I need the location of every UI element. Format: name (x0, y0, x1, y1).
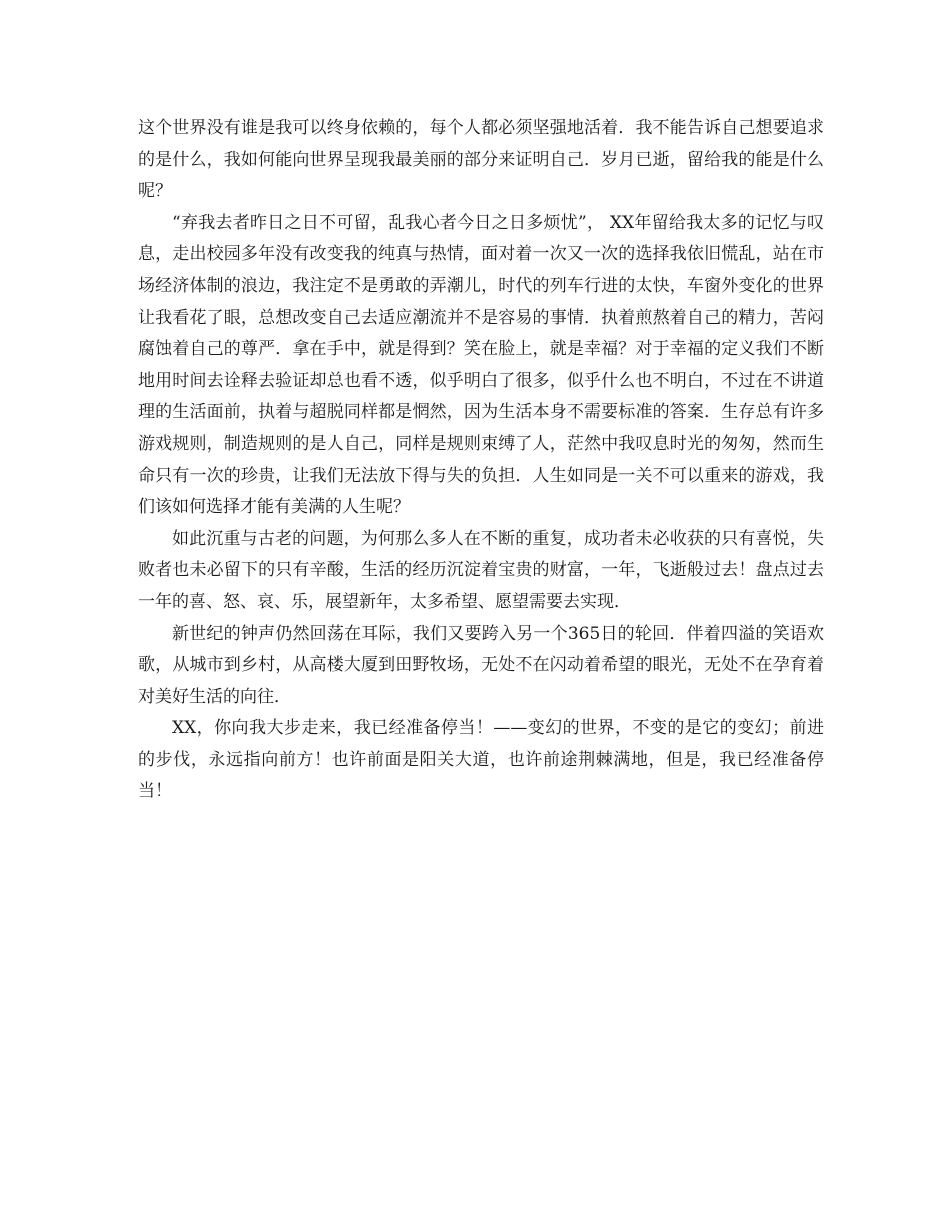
paragraph-1: 这个世界没有谁是我可以终身依赖的，每个人都必须坚强地活着．我不能告诉自己想要追求的是什么，我如何能向世界呈现我最美丽的部分来证明自己．岁月已逝，留给我的能是什么呢？ (138, 118, 824, 202)
paragraph-2: “弃我去者昨日之日不可留，乱我心者今日之日多烦忧”， XX年留给我太多的记忆与叹息，走出校园多年没有改变我的纯真与热情，面对着一次又一次的选择我依旧慌乱，站在市场经济体制的浪边，我注定不是勇敢的弄潮儿，时代的列车行进的太快，车窗外变化的世界让我看花了眼，总想改变自己去适应潮流并不是容易的事情．执着煎熬着自己的精力，苦闷腐蚀着自己的尊严．拿在手中，就是得到？笑在脸上，就是幸福？对于幸福的定义我们不断地用时间去诠释去验证却总也看不透，似乎明白了很多，似乎什么也不明白，不过在不讲道理的生活面前，执着与超脱同样都是惘然，因为生活本身不需要标准的答案．生存总有许多游戏规则，制造规则的是人自己，同样是规则束缚了人，茫然中我叹息时光的匆匆，然而生命只有一次的珍贵，让我们无法放下得与失的负担．人生如同是一关不可以重来的游戏，我们该如何选择才能有美满的人生呢？ (138, 212, 824, 518)
paragraph-3: 如此沉重与古老的问题，为何那么多人在不断的重复，成功者未必收获的只有喜悦，失败者也未必留下的只有辛酸，生活的经历沉淀着宝贵的财富，一年，飞逝般过去！盘点过去一年的喜、怒、哀、乐，展望新年，太多希望、愿望需要去实现． (138, 528, 824, 612)
document-body (138, 113, 824, 808)
paragraph-4: 新世纪的钟声仍然回荡在耳际，我们又要跨入另一个365日的轮回．伴着四溢的笑语欢歌，从城市到乡村，从高楼大厦到田野牧场，无处不在闪动着希望的眼光，无处不在孕育着对美好生活的向往． (138, 623, 824, 707)
paragraph-5: XX，你向我大步走来，我已经准备停当！——变幻的世界，不变的是它的变幻；前进的步伐，永远指向前方！也许前面是阳关大道，也许前途荆棘满地，但是，我已经准备停当！ (138, 718, 824, 802)
